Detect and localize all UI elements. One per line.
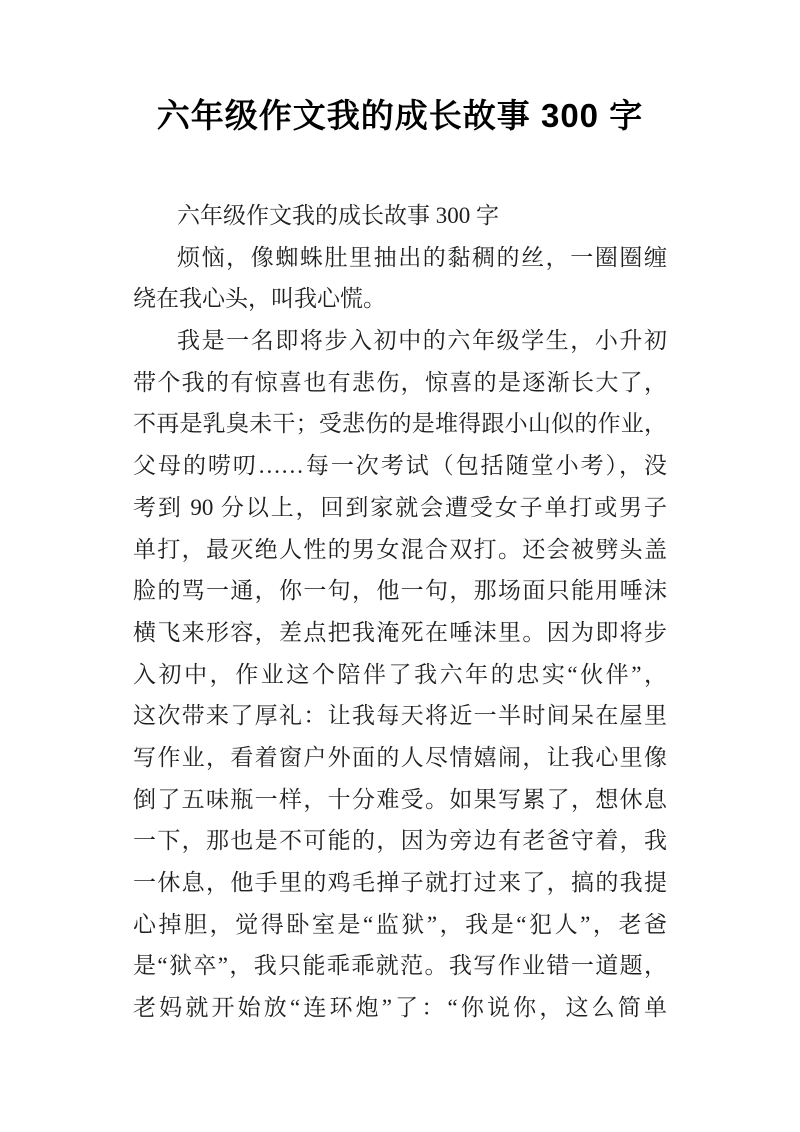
essay-body <box>133 195 667 1029</box>
text-line: 入初中，作业这个陪伴了我六年的忠实“伙伴”， <box>133 661 667 687</box>
text-line: 考到 90 分以上，回到家就会遭受女子单打或男子 <box>133 494 667 520</box>
text-line: 父母的唠叨……每一次考试（包括随堂小考），没 <box>133 453 667 479</box>
text-line: 这次带来了厚礼：让我每天将近一半时间呆在屋里 <box>133 703 667 729</box>
text-line: 心掉胆，觉得卧室是“监狱”，我是“犯人”，老爸 <box>133 911 667 937</box>
text-line: 老妈就开始放“连环炮”了：“你说你，这么简单 <box>133 995 667 1021</box>
text-line: 写作业，看着窗户外面的人尽情嬉闹，让我心里像 <box>133 744 667 770</box>
text-line: 横飞来形容，差点把我淹死在唾沫里。因为即将步 <box>133 619 667 645</box>
text-line: 一下，那也是不可能的，因为旁边有老爸守着，我 <box>133 828 667 854</box>
text-line: 烦恼，像蜘蛛肚里抽出的黏稠的丝，一圈圈缠 <box>177 244 667 270</box>
text-line: 绕在我心头，叫我心慌。 <box>133 286 386 312</box>
text-line: 是“狱卒”，我只能乖乖就范。我写作业错一道题， <box>133 953 667 979</box>
text-line: 脸的骂一通，你一句，他一句，那场面只能用唾沫 <box>133 578 667 604</box>
text-line: 带个我的有惊喜也有悲伤，惊喜的是逐渐长大了， <box>133 369 667 395</box>
text-line: 一休息，他手里的鸡毛掸子就打过来了，搞的我提 <box>133 870 667 895</box>
document-title: 六年级作文我的成长故事 300 字 <box>156 97 644 134</box>
text-line: 不再是乳臭未干；受悲伤的是堆得跟小山似的作业， <box>133 411 667 437</box>
text-line: 单打，最灭绝人性的男女混合双打。还会被劈头盖 <box>133 536 667 562</box>
text-line: 我是一名即将步入初中的六年级学生，小升初 <box>177 328 667 354</box>
text-line: 倒了五味瓶一样，十分难受。如果写累了，想休息 <box>133 786 667 812</box>
text-line: 六年级作文我的成长故事 300 字 <box>177 203 499 228</box>
